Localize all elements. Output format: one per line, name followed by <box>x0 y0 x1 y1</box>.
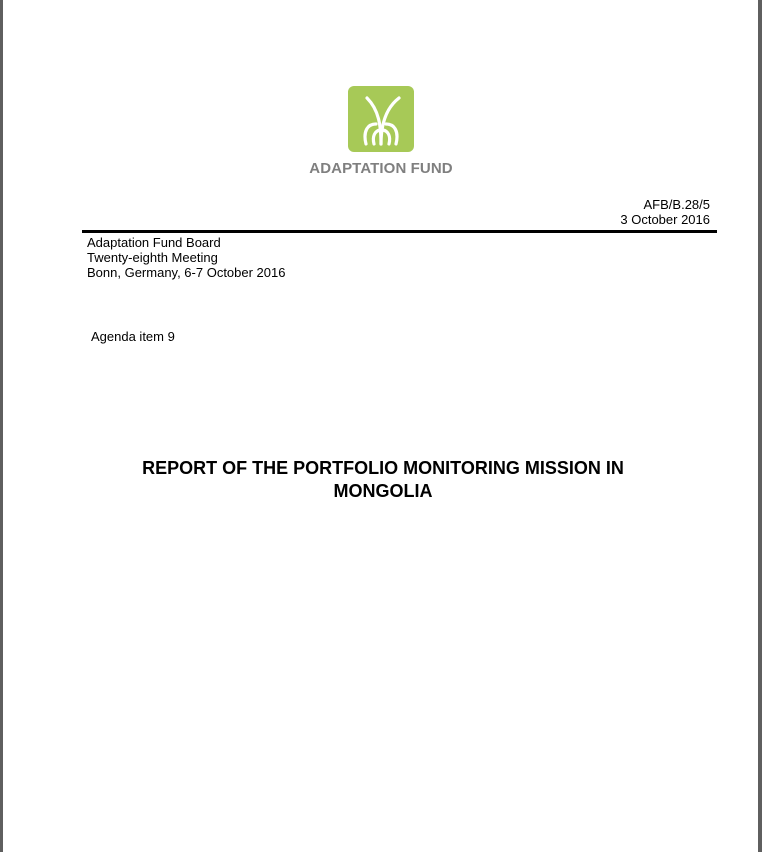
document-title <box>63 457 703 503</box>
document-reference <box>620 197 710 227</box>
agenda-item: Agenda item 9 <box>91 329 175 344</box>
meeting-session: Twenty-eighth Meeting <box>87 250 218 265</box>
document-code: AFB/B.28/5 <box>643 197 710 212</box>
logo-wordmark: ADAPTATION FUND <box>309 160 453 177</box>
title-line-2: MONGOLIA <box>333 481 433 501</box>
adaptation-fund-logo <box>302 86 472 177</box>
meeting-info <box>87 235 285 280</box>
board-name: Adaptation Fund Board <box>87 235 221 250</box>
title-line-1: REPORT OF THE PORTFOLIO MONITORING MISSION IN <box>142 458 624 478</box>
meeting-location-date: Bonn, Germany, 6-7 October 2016 <box>87 265 286 280</box>
header-divider <box>82 230 717 233</box>
document-page <box>3 0 758 852</box>
document-date: 3 October 2016 <box>620 212 710 227</box>
fountain-leaf-icon <box>348 86 414 152</box>
